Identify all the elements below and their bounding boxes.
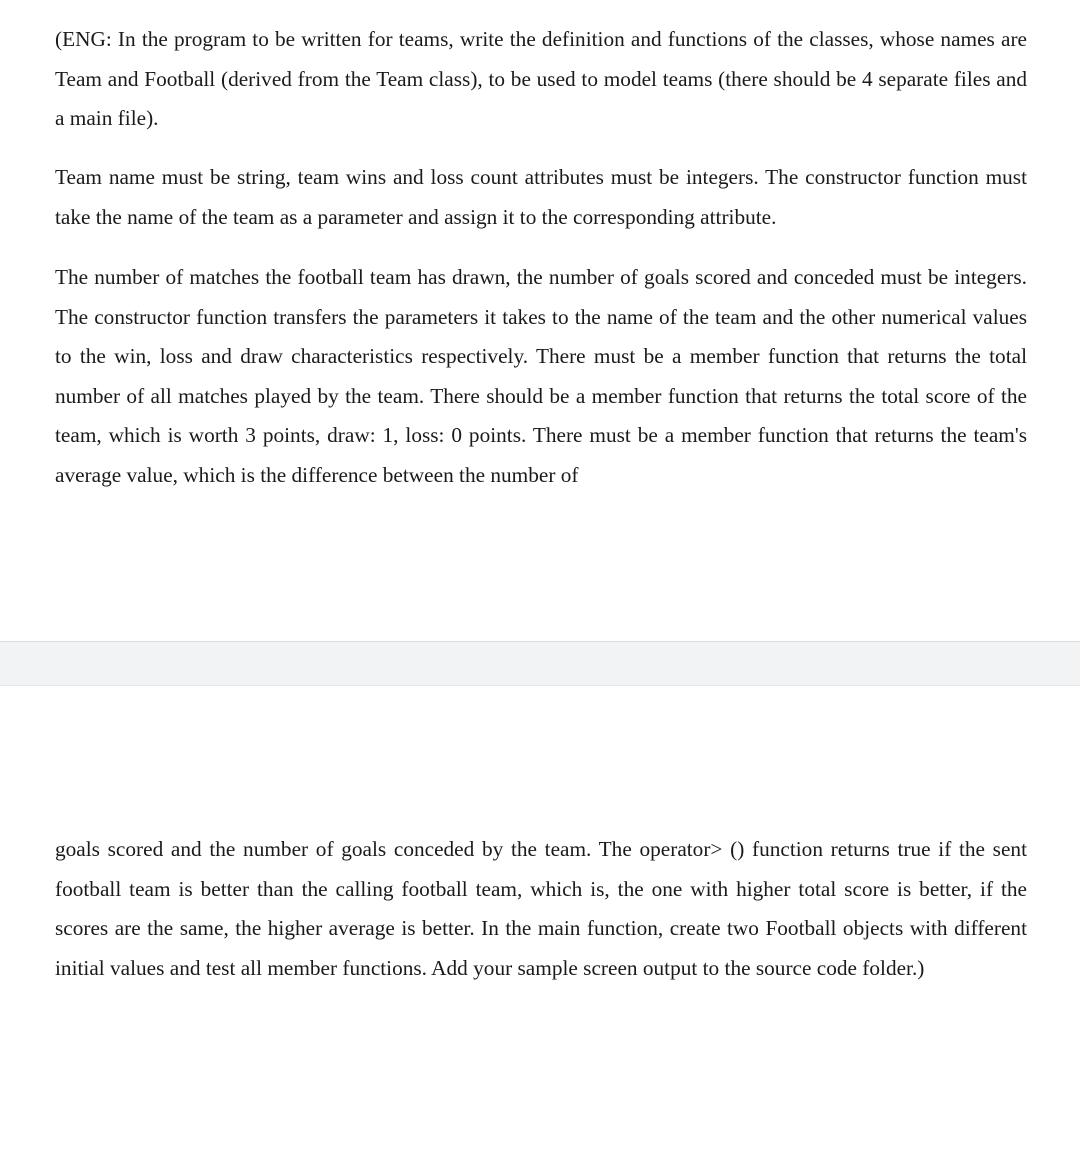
- document-page-2: [0, 686, 1080, 1152]
- paragraph-continuation: goals scored and the number of goals conceded by the team. The operator> () function returns true if the sent football team is better than the calling football team, which is, the one with higher total score is better, if the scores are the same, the higher average is better. In the main function, create two Football objects with different initial values and test all member functions. Add your sample screen output to the source code folder.): [55, 837, 1027, 980]
- paragraph-team-class: Team name must be string, team wins and loss count attributes must be integers. The constructor function must take the name of the team as a parameter and assign it to the corresponding attribute.: [55, 165, 1027, 229]
- paragraph-intro: (ENG: In the program to be written for teams, write the definition and functions of the classes, whose names are Team and Football (derived from the Team class), to be used to model teams (there should be 4 separate files and a main file).: [55, 27, 1027, 130]
- paragraph-football-class: The number of matches the football team has drawn, the number of goals scored and conceded must be integers. The constructor function transfers the parameters it takes to the name of the team and the other numerical values to the win, loss and draw characteristics respectively. There must be a member function that returns the total number of all matches played by the team. There should be a member function that returns the total score of the team, which is worth 3 points, draw: 1, loss: 0 points. There must be a member function that returns the team's average value, which is the difference between the number of: [55, 265, 1027, 487]
- page-separator: [0, 641, 1080, 686]
